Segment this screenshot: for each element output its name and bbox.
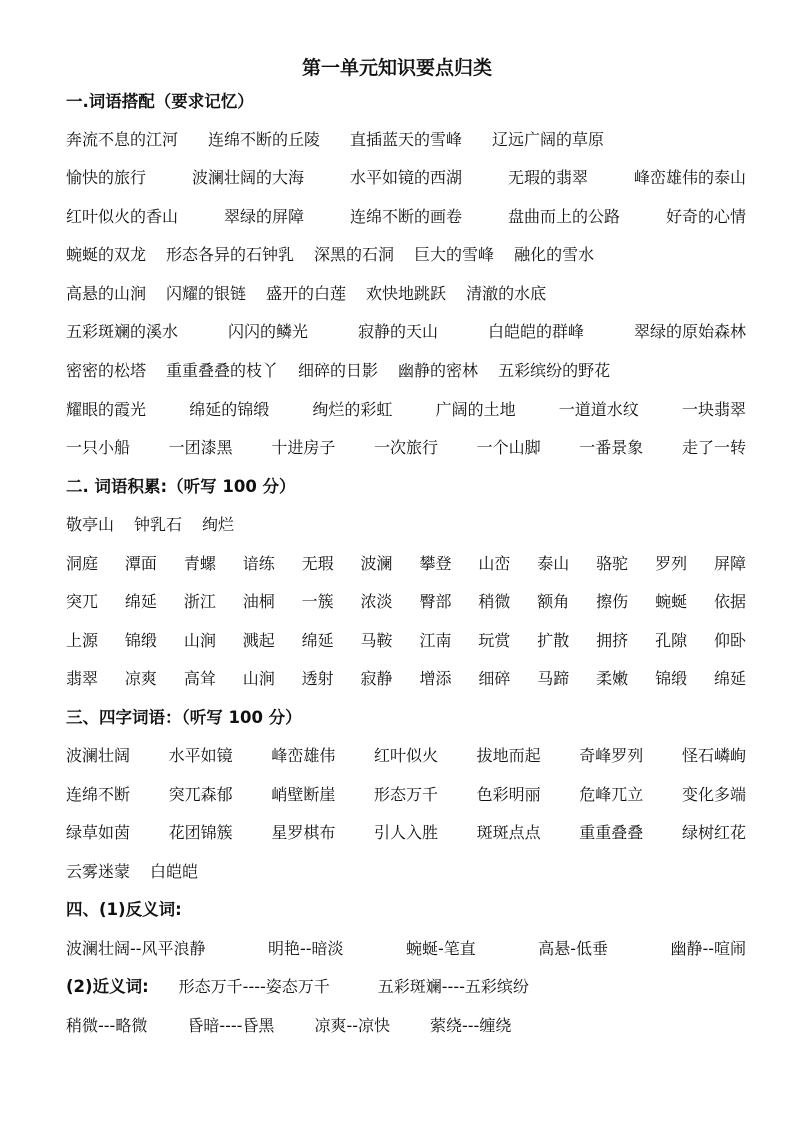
word-item: 马鞍: [360, 631, 393, 650]
antonym-pair: 明艳--暗淡: [268, 939, 344, 958]
section-4-heading: 四、(1)反义词:: [66, 900, 182, 919]
word-item: 翡翠: [66, 669, 99, 688]
phrase-item: 盘曲而上的公路: [507, 207, 620, 226]
phrase-item: 融化的雪水: [514, 245, 595, 264]
phrase-item: 连绵不断的画卷: [349, 207, 462, 226]
phrase-item: 闪闪的鳞光: [227, 322, 308, 341]
word-item: 潭面: [124, 554, 157, 573]
phrase-item: 幽静的密林: [398, 361, 479, 380]
word-item: 青螺: [183, 554, 216, 573]
synonym-pair: 凉爽--凉快: [314, 1016, 390, 1035]
antonym-row: [66, 936, 746, 962]
word-item: 无瑕: [301, 554, 334, 573]
synonym-row-1: [66, 974, 746, 1000]
word-item: 擦伤: [596, 592, 629, 611]
page-title: 第一单元知识要点归类: [301, 57, 492, 79]
phrase-item: 重重叠叠的枝丫: [166, 361, 279, 380]
idiom-item: 绿树红花: [681, 823, 746, 842]
idiom-item: 危峰兀立: [579, 785, 644, 804]
idiom-item: 连绵不断: [66, 785, 131, 804]
synonym-pair: 形态万千----姿态万千: [178, 977, 330, 996]
phrase-item: 清澈的水底: [466, 284, 547, 303]
word-item: 仰卧: [713, 631, 746, 650]
phrase-item: 波澜壮阔的大海: [191, 168, 304, 187]
phrase-item: 蜿蜒的双龙: [66, 245, 147, 264]
synonym-heading-group: [66, 974, 330, 1000]
word-item: 额角: [537, 592, 570, 611]
idiom-item: 波澜壮阔: [66, 746, 131, 765]
word-item: 锦缎: [124, 631, 157, 650]
phrase-item: 绚烂的彩虹: [312, 400, 393, 419]
word-item: 绵延: [301, 631, 334, 650]
phrase-item: 一番景象: [579, 438, 644, 457]
phrase-item: 奔流不息的江河: [66, 130, 179, 149]
word-item: 山涧: [242, 669, 275, 688]
word-item: 钟乳石: [134, 515, 183, 534]
idiom-item: 云雾迷蒙: [66, 862, 131, 881]
s3-row-1: [66, 743, 746, 769]
word-item: 谙练: [242, 554, 275, 573]
idiom-item: 拔地而起: [476, 746, 541, 765]
phrase-item: 耀眼的霞光: [66, 400, 147, 419]
antonym-pair: 高悬-低垂: [538, 939, 608, 958]
phrase-item: 盛开的白莲: [266, 284, 347, 303]
word-item: 油桐: [242, 592, 275, 611]
phrase-item: 十进房子: [271, 438, 336, 457]
word-item: 玩赏: [478, 631, 511, 650]
word-item: 透射: [301, 669, 334, 688]
section-2-heading: 二. 词语积累:（听写 100 分）: [66, 477, 296, 496]
word-item: 山峦: [478, 554, 511, 573]
s3-row-2: [66, 782, 746, 808]
phrase-item: 无瑕的翡翠: [507, 168, 588, 187]
word-item: 山涧: [183, 631, 216, 650]
phrase-item: 辽远广阔的草原: [492, 130, 605, 149]
phrase-item: 细碎的日影: [298, 361, 379, 380]
s1-row-6: [66, 319, 746, 345]
s1-row-8: [66, 397, 746, 423]
word-item: 绵延: [124, 592, 157, 611]
phrase-item: 密密的松塔: [66, 361, 147, 380]
word-item: 高耸: [183, 669, 216, 688]
phrase-item: 峰峦雄伟的泰山: [633, 168, 746, 187]
s3-row-4: [66, 859, 746, 885]
word-item: 臀部: [419, 592, 452, 611]
s2-row-5: [66, 666, 746, 692]
word-item: 柔嫩: [596, 669, 629, 688]
phrase-item: 高悬的山涧: [66, 284, 147, 303]
word-item: 浓淡: [360, 592, 393, 611]
word-item: 绵延: [713, 669, 746, 688]
idiom-item: 怪石嶙峋: [681, 746, 746, 765]
idiom-item: 形态万千: [373, 785, 438, 804]
phrase-item: 一个山脚: [476, 438, 541, 457]
word-item: 蜿蜒: [655, 592, 688, 611]
phrase-item: 连绵不断的丘陵: [208, 130, 321, 149]
word-item: 稍微: [478, 592, 511, 611]
s1-row-2: [66, 165, 746, 191]
word-item: 攀登: [419, 554, 452, 573]
word-item: 洞庭: [66, 554, 99, 573]
word-item: 扩散: [537, 631, 570, 650]
word-item: 凉爽: [124, 669, 157, 688]
word-item: 敬亭山: [66, 515, 115, 534]
phrase-item: 巨大的雪峰: [414, 245, 495, 264]
word-item: 锦缎: [655, 669, 688, 688]
synonym-heading: (2)近义词:: [66, 977, 149, 996]
idiom-item: 红叶似火: [373, 746, 438, 765]
phrase-item: 广阔的土地: [435, 400, 516, 419]
phrase-item: 闪耀的银链: [166, 284, 247, 303]
phrase-item: 一只小船: [66, 438, 131, 457]
idiom-item: 绿草如茵: [66, 823, 131, 842]
phrase-item: 直插蓝天的雪峰: [350, 130, 463, 149]
s2-row-1: [66, 512, 746, 538]
phrase-item: 走了一转: [681, 438, 746, 457]
s1-row-7: [66, 358, 746, 384]
synonym-pair: 昏暗----昏黑: [187, 1016, 275, 1035]
synonym-pair: 五彩斑斓----五彩缤纷: [377, 977, 529, 996]
antonym-pair: 幽静--喧闹: [670, 939, 746, 958]
s1-row-1: [66, 127, 746, 153]
word-item: 细碎: [478, 669, 511, 688]
synonym-pair: 萦绕---缠绕: [430, 1016, 512, 1035]
s1-row-4: [66, 242, 746, 268]
word-item: 孔隙: [655, 631, 688, 650]
idiom-item: 花团锦簇: [168, 823, 233, 842]
word-item: 绚烂: [202, 515, 235, 534]
word-item: 泰山: [537, 554, 570, 573]
idiom-item: 水平如镜: [168, 746, 233, 765]
synonym-row-2: [66, 1013, 746, 1039]
idiom-item: 变化多端: [681, 785, 746, 804]
idiom-item: 峭壁断崖: [271, 785, 336, 804]
word-item: 依据: [713, 592, 746, 611]
word-item: 屏障: [713, 554, 746, 573]
phrase-item: 深黑的石洞: [314, 245, 395, 264]
word-item: 马蹄: [537, 669, 570, 688]
idiom-item: 斑斑点点: [476, 823, 541, 842]
s1-row-5: [66, 281, 746, 307]
phrase-item: 翠绿的原始森林: [633, 322, 746, 341]
idiom-item: 奇峰罗列: [579, 746, 644, 765]
word-item: 江南: [419, 631, 452, 650]
phrase-item: 一块翡翠: [681, 400, 746, 419]
word-item: 浙江: [183, 592, 216, 611]
phrase-item: 欢快地跳跃: [366, 284, 447, 303]
phrase-item: 白皑皑的群峰: [487, 322, 584, 341]
phrase-item: 寂静的天山: [357, 322, 438, 341]
phrase-item: 好奇的心情: [665, 207, 746, 226]
s1-row-3: [66, 204, 746, 230]
antonym-pair: 波澜壮阔--风平浪静: [66, 939, 206, 958]
word-item: 一簇: [301, 592, 334, 611]
idiom-item: 突兀森郁: [168, 785, 233, 804]
idiom-item: 白皑皑: [150, 862, 199, 881]
s2-row-3: [66, 589, 746, 615]
word-item: 溅起: [242, 631, 275, 650]
phrase-item: 一道道水纹: [558, 400, 639, 419]
word-item: 上源: [66, 631, 99, 650]
s2-row-4: [66, 628, 746, 654]
phrase-item: 五彩斑斓的溪水: [66, 322, 179, 341]
idiom-item: 峰峦雄伟: [271, 746, 336, 765]
word-item: 增添: [419, 669, 452, 688]
phrase-item: 五彩缤纷的野花: [498, 361, 611, 380]
phrase-item: 一团漆黑: [168, 438, 233, 457]
s1-row-9: [66, 435, 746, 461]
phrase-item: 红叶似火的香山: [66, 207, 179, 226]
word-item: 波澜: [360, 554, 393, 573]
s3-row-3: [66, 820, 746, 846]
word-item: 罗列: [655, 554, 688, 573]
s2-row-2: [66, 551, 746, 577]
antonym-pair: 蜿蜒-笔直: [406, 939, 476, 958]
phrase-item: 形态各异的石钟乳: [166, 245, 295, 264]
word-item: 拥挤: [596, 631, 629, 650]
section-3-heading: 三、四字词语：（听写 100 分）: [66, 708, 302, 727]
phrase-item: 一次旅行: [373, 438, 438, 457]
word-item: 寂静: [360, 669, 393, 688]
idiom-item: 星罗棋布: [271, 823, 336, 842]
word-item: 突兀: [66, 592, 99, 611]
idiom-item: 引人入胜: [373, 823, 438, 842]
word-item: 骆驼: [596, 554, 629, 573]
phrase-item: 翠绿的屏障: [223, 207, 304, 226]
phrase-item: 水平如镜的西湖: [349, 168, 462, 187]
idiom-item: 重重叠叠: [579, 823, 644, 842]
phrase-item: 绵延的锦缎: [189, 400, 270, 419]
idiom-item: 色彩明丽: [476, 785, 541, 804]
synonym-pair: 稍微---略微: [66, 1016, 148, 1035]
phrase-item: 愉快的旅行: [66, 168, 147, 187]
section-1-heading: 一.词语搭配（要求记忆）: [66, 92, 254, 111]
